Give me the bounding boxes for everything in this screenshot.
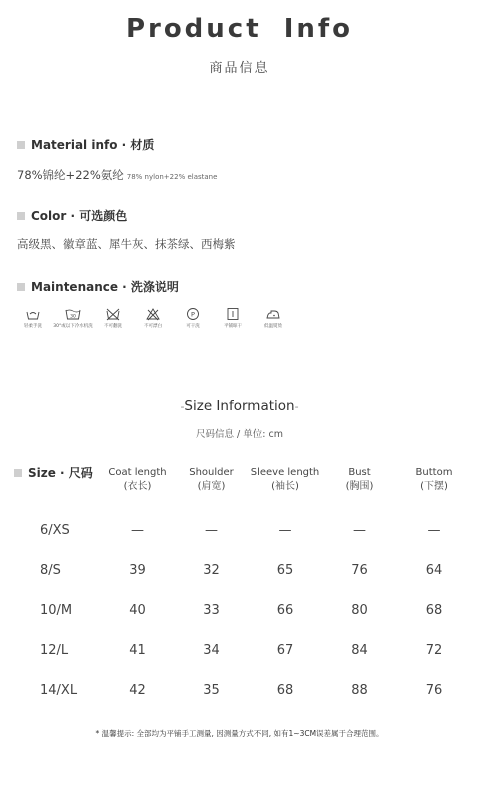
table-cell: 76 [425, 682, 443, 698]
color-section [17, 207, 236, 252]
no-tumble-dry-icon [105, 307, 121, 321]
flat-dry-icon [225, 307, 241, 321]
low-iron-icon [265, 307, 281, 321]
title-dash-right: - [294, 400, 299, 413]
page-subtitle: 商品信息 [209, 61, 270, 76]
no-bleach-icon [145, 307, 161, 321]
table-cell: 76 [351, 562, 368, 578]
care-label: 轻柔手洗 [24, 324, 42, 329]
care-label: 可干洗 [186, 324, 200, 329]
table-cell: — [131, 522, 144, 538]
table-row [14, 510, 470, 550]
care-label: 低温熨烫 [264, 324, 282, 329]
column-header-cn: (胸围) [345, 481, 374, 492]
column-header [174, 466, 249, 510]
table-cell: 67 [276, 642, 294, 658]
material-text-en: 78% nylon+22% elastane [126, 173, 218, 181]
table-cell: 72 [425, 642, 443, 658]
table-cell: — [278, 522, 292, 538]
maintenance-heading-row [17, 278, 289, 295]
table-cell: 33 [203, 602, 220, 618]
size-first-header: Size · 尺码 [28, 466, 93, 480]
column-header-cn: (袖长) [271, 481, 299, 492]
care-label: 30°或以下冷水机洗 [53, 324, 93, 329]
table-cell: 80 [351, 602, 368, 618]
size-info-title-row [0, 398, 479, 414]
column-header-en: Coat length [108, 467, 167, 478]
care-item-hand-wash [17, 307, 49, 329]
material-heading: Material info · 材质 [31, 138, 155, 152]
size-label: 10/M [40, 602, 73, 618]
table-cell: 32 [203, 562, 220, 578]
table-cell: 64 [425, 562, 443, 578]
column-header-cn: (肩宽) [197, 481, 226, 492]
material-heading-row [17, 136, 217, 153]
maintenance-section [17, 278, 289, 329]
size-label: 8/S [40, 562, 61, 578]
color-text: 高级黑、徽章蓝、犀牛灰、抹茶绿、西梅紫 [17, 237, 236, 251]
column-header [398, 466, 470, 510]
size-table [14, 466, 470, 710]
maintenance-heading: Maintenance · 洗涤说明 [31, 280, 179, 294]
column-header [249, 466, 321, 510]
care-label: 平铺晾干 [224, 324, 242, 329]
table-cell: — [427, 522, 441, 538]
size-info-subtitle: 尺码信息 / 单位: cm [196, 429, 283, 440]
bullet-square-icon [17, 141, 25, 149]
size-column-header [14, 466, 101, 510]
column-header-en: Shoulder [189, 467, 234, 478]
dry-clean-p-icon [185, 307, 201, 321]
size-info-title: Size Information [184, 398, 295, 414]
table-cell: 34 [203, 642, 220, 658]
size-label: 12/L [40, 642, 69, 658]
column-header-en: Bust [348, 467, 371, 478]
size-table-header [14, 466, 470, 510]
material-text-cn: 78%锦纶+22%氨纶 [17, 168, 124, 182]
table-row [14, 630, 470, 670]
table-cell: 35 [203, 682, 220, 698]
table-row [14, 670, 470, 710]
care-item-machine-wash [53, 307, 93, 329]
care-label: 不可漂白 [144, 324, 162, 329]
care-item-dry-clean [177, 307, 209, 329]
table-cell: 66 [276, 602, 294, 618]
care-item-flat-dry [217, 307, 249, 329]
table-cell: 88 [351, 682, 368, 698]
table-row [14, 550, 470, 590]
size-label: 6/XS [40, 522, 70, 538]
size-label: 14/XL [40, 682, 78, 698]
svg-text:P: P [191, 310, 195, 319]
column-header-cn: (衣长) [123, 481, 152, 492]
table-row [14, 590, 470, 630]
machine-wash-30-icon [65, 307, 81, 321]
title-dash-left: - [180, 400, 185, 413]
table-cell: — [353, 522, 366, 538]
color-heading-row [17, 207, 236, 224]
table-cell: 41 [129, 642, 146, 658]
measurement-note: * 温馨提示: 全部均为平铺手工测量, 因测量方式不同, 如有1~3CM误差属于合理范围。 [95, 729, 384, 738]
table-cell: 84 [351, 642, 368, 658]
column-header-en: Sleeve length [250, 467, 320, 478]
page-title: Product Info [125, 14, 354, 44]
care-icons-row [17, 307, 289, 329]
table-cell: 42 [129, 682, 146, 698]
color-heading: Color · 可选颜色 [31, 209, 128, 223]
table-cell: 68 [425, 602, 443, 618]
table-cell: 40 [129, 602, 146, 618]
column-header-en: Buttom [415, 467, 453, 478]
table-cell: 65 [276, 562, 294, 578]
table-cell: 39 [129, 562, 146, 578]
care-item-no-bleach [137, 307, 169, 329]
table-cell: 68 [276, 682, 294, 698]
care-label: 不可翻洗 [104, 324, 122, 329]
hand-wash-icon [25, 307, 41, 321]
column-header [101, 466, 174, 510]
bullet-square-icon [14, 469, 22, 477]
bullet-square-icon [17, 212, 25, 220]
column-header [321, 466, 398, 510]
care-item-no-tumble [97, 307, 129, 329]
svg-text:30: 30 [70, 314, 76, 320]
table-cell: — [205, 522, 218, 538]
column-header-cn: (下摆) [420, 481, 448, 492]
material-section [17, 136, 217, 183]
bullet-square-icon [17, 283, 25, 291]
care-item-low-iron [257, 307, 289, 329]
material-text-row [17, 167, 217, 183]
